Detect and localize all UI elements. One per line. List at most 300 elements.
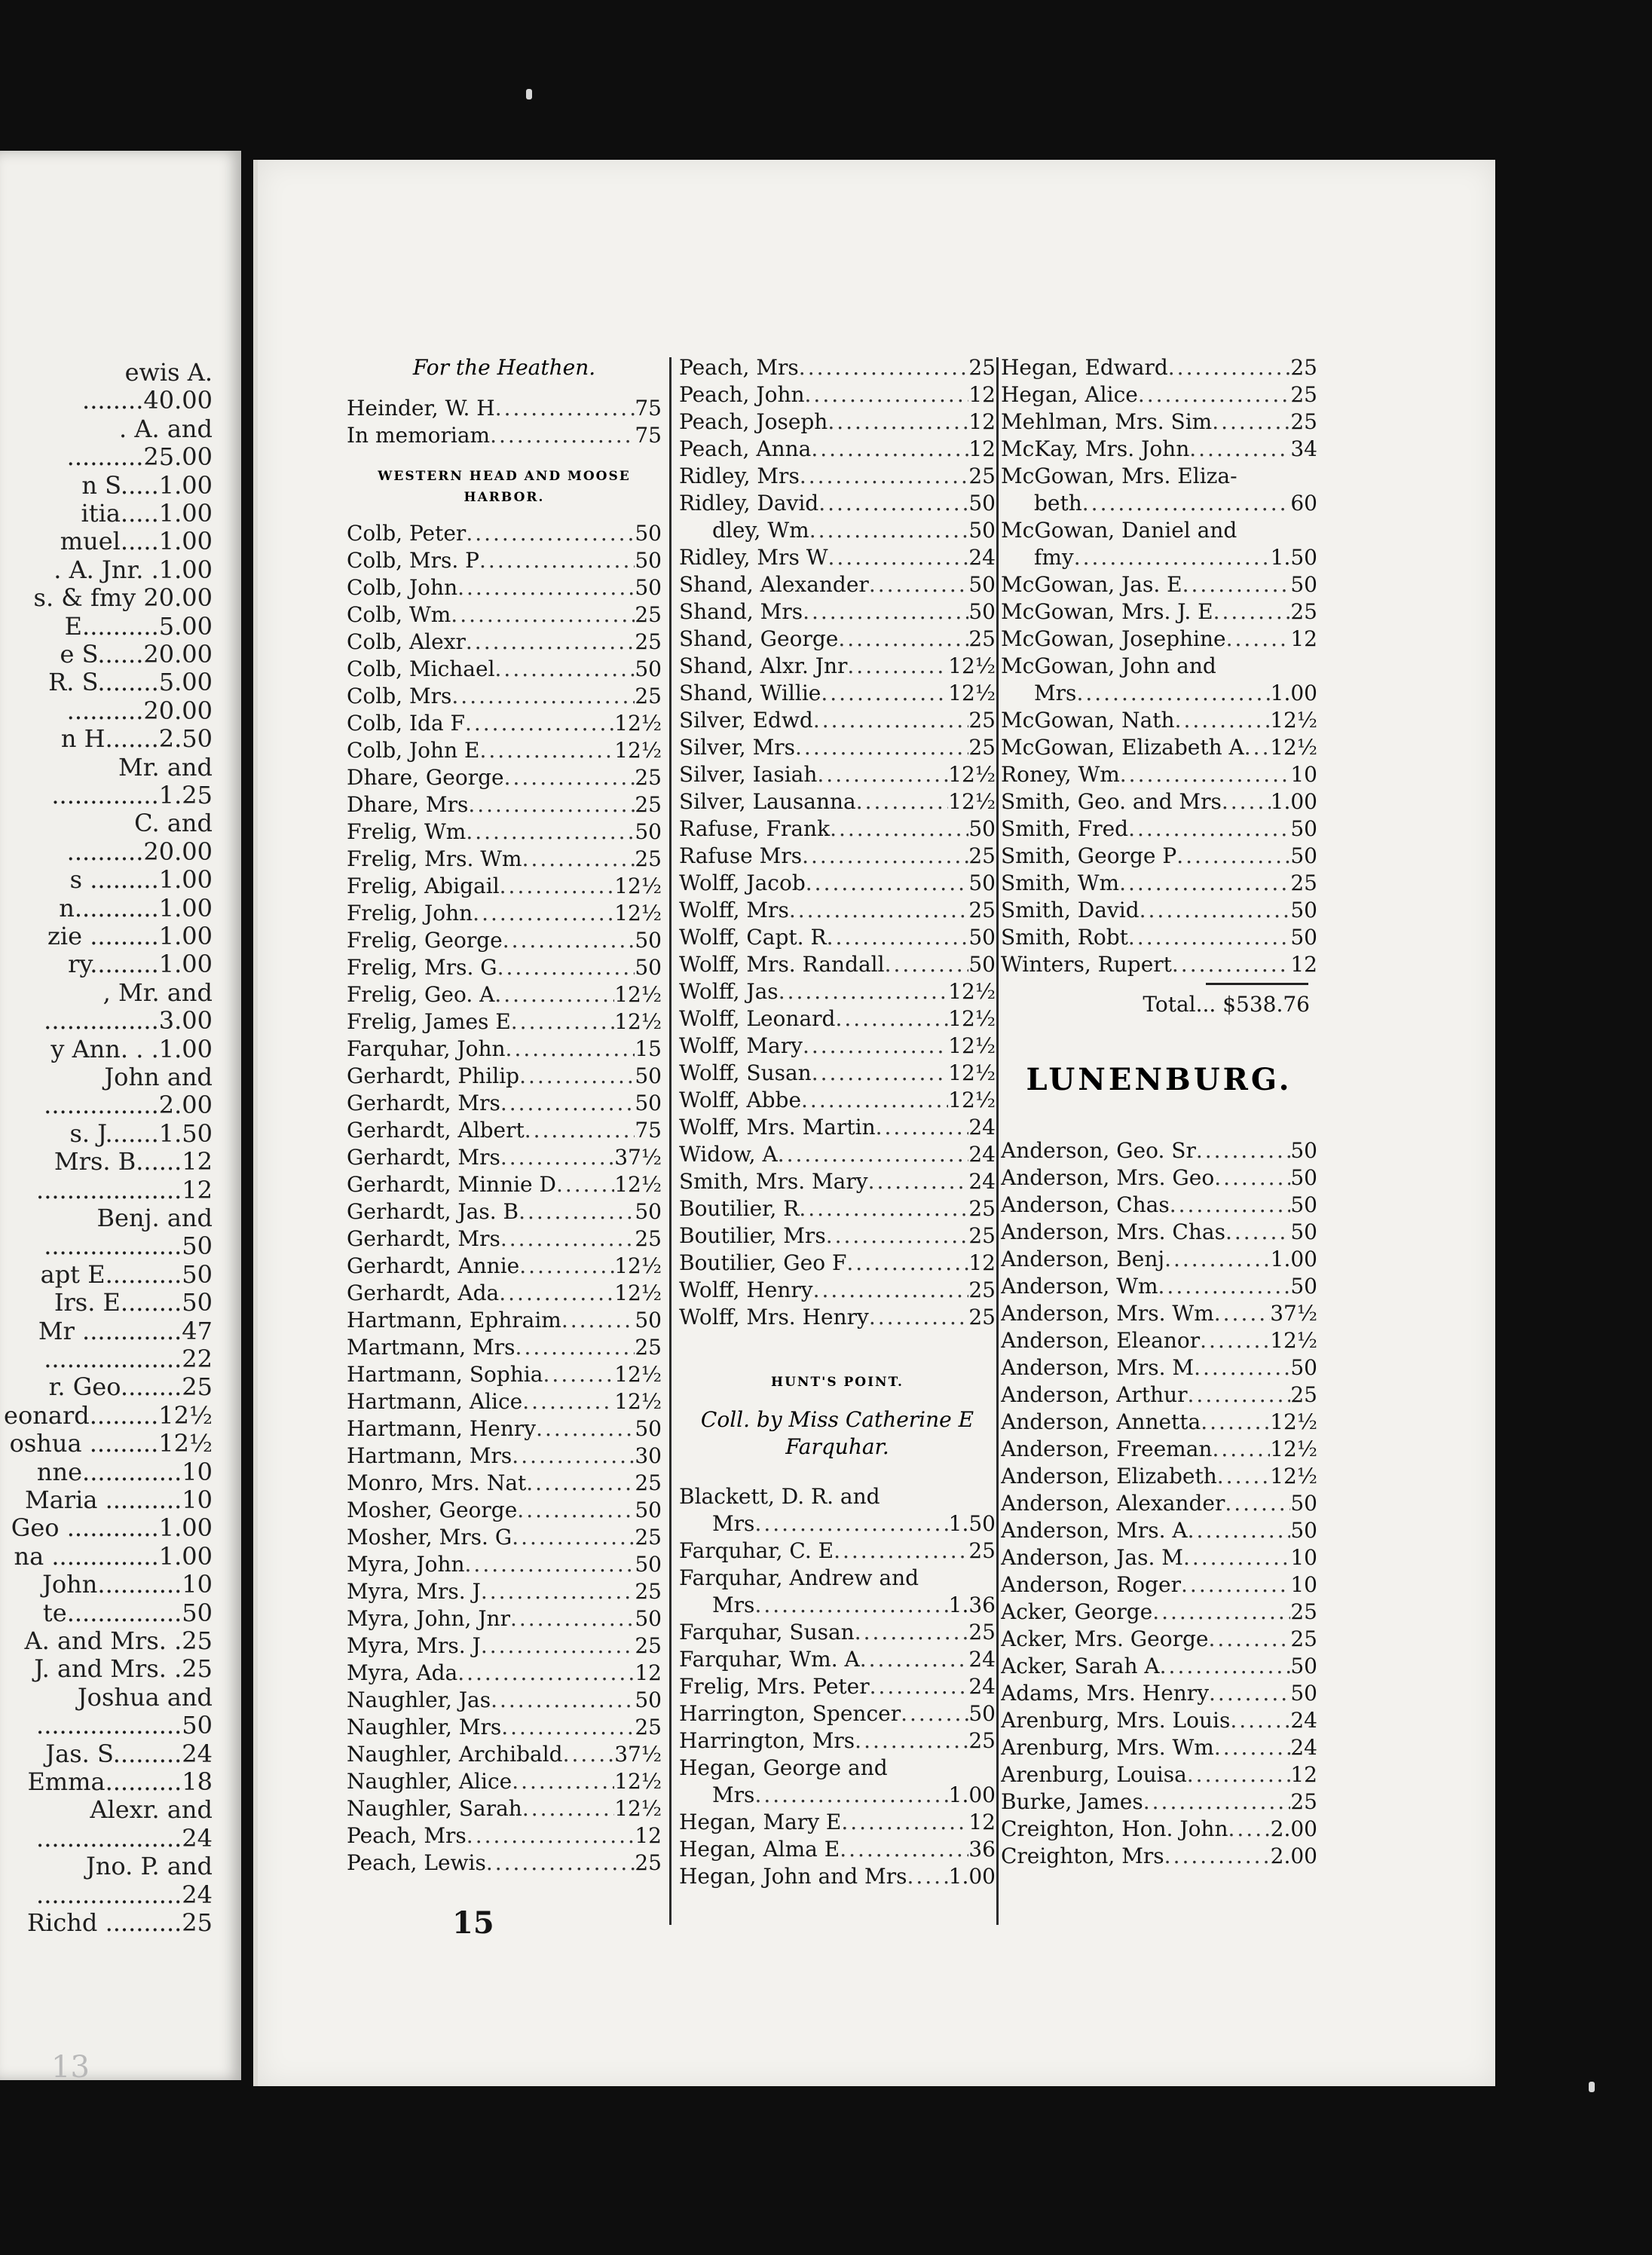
entry-amount: 37½ — [614, 1742, 662, 1767]
entry-amount: 12½ — [1270, 1437, 1317, 1461]
list-item — [347, 1063, 662, 1090]
leader-dots — [495, 395, 635, 422]
entry-name: Colb, Michael — [347, 656, 495, 681]
list-item — [679, 1727, 996, 1755]
leader-dots — [1188, 1517, 1291, 1544]
list-item — [1001, 1381, 1317, 1409]
entry-name: Frelig, Mrs. G — [347, 955, 497, 980]
entry-name: Peach, Mrs — [679, 355, 799, 380]
leader-dots — [512, 1524, 635, 1551]
entry-name: Creighton, Hon. John — [1001, 1816, 1228, 1841]
entry-name: Frelig, Geo. A — [347, 982, 495, 1007]
leader-dots — [486, 1850, 635, 1877]
left-page-line: ..........20.00 — [66, 696, 213, 725]
entry-name: Hegan, Alice — [1001, 382, 1138, 407]
entry-amount: 50 — [1290, 925, 1317, 950]
leader-dots — [1212, 1436, 1270, 1463]
leader-dots — [495, 656, 635, 683]
leader-dots — [779, 978, 949, 1005]
list-item — [347, 422, 662, 449]
list-item — [679, 1250, 996, 1277]
leader-dots — [838, 626, 968, 653]
list-item — [679, 1863, 996, 1890]
entry-name: Shand, George — [679, 626, 839, 651]
left-page-line: E..........5.00 — [64, 611, 213, 641]
entry-amount: 50 — [1290, 1274, 1317, 1299]
entry-name: McGowan, Elizabeth A — [1001, 735, 1244, 760]
left-page-line: n S.....1.00 — [81, 470, 213, 500]
entry-amount: 25 — [1290, 870, 1317, 895]
leader-dots — [1230, 1707, 1290, 1734]
leader-dots — [1217, 1463, 1270, 1490]
entry-amount: 12½ — [948, 1006, 996, 1031]
entry-name: Naughler, Sarah — [347, 1796, 522, 1821]
list-item — [679, 1538, 996, 1565]
list-item — [347, 737, 662, 764]
list-item — [679, 1114, 996, 1141]
list-item — [347, 1198, 662, 1225]
entry-name: Acker, Mrs. George — [1001, 1626, 1209, 1651]
list-item — [679, 1592, 996, 1619]
list-item — [679, 381, 996, 408]
list-item — [1001, 653, 1317, 680]
list-item — [347, 1497, 662, 1524]
list-item — [347, 547, 662, 574]
list-item — [679, 408, 996, 436]
leader-dots — [1189, 436, 1290, 463]
entry-name: beth — [1034, 491, 1082, 516]
entry-amount: 50 — [1290, 1518, 1317, 1543]
entry-amount: 50 — [1290, 572, 1317, 597]
leader-dots — [1181, 1571, 1290, 1599]
left-page-line: . A. Jnr. .1.00 — [54, 555, 213, 584]
entry-amount: 25 — [968, 464, 996, 488]
entry-name: McGowan, Nath — [1001, 708, 1175, 733]
entry-name: Anderson, Mrs. Chas — [1001, 1219, 1225, 1244]
entry-name: Anderson, Mrs. A — [1001, 1518, 1188, 1543]
leader-dots — [876, 1114, 969, 1141]
entry-amount: 50 — [1290, 898, 1317, 922]
list-item — [347, 1850, 662, 1877]
entry-amount: 25 — [1290, 1789, 1317, 1814]
left-page-line: oshua .........12½ — [9, 1429, 213, 1458]
left-page-line: s. J.......1.50 — [69, 1118, 213, 1148]
list-item — [679, 1483, 996, 1510]
left-page-line: John...........10 — [42, 1570, 213, 1599]
entry-amount: 12½ — [614, 1769, 662, 1794]
entry-name: Farquhar, Andrew and — [679, 1565, 919, 1590]
entry-amount: 36 — [968, 1837, 996, 1862]
list-item — [1001, 951, 1317, 978]
leader-dots — [1244, 734, 1270, 761]
entry-name: Mrs — [712, 1782, 755, 1807]
left-page-line: Jno. P. and — [85, 1852, 213, 1881]
pre-entries — [347, 395, 662, 449]
entry-amount: 12½ — [1270, 708, 1317, 733]
entry-amount: 50 — [968, 925, 996, 950]
entry-amount: 24 — [968, 1647, 996, 1672]
entry-amount: 12½ — [1270, 1464, 1317, 1489]
entry-amount: 50 — [968, 491, 996, 516]
entry-name: Wolff, Jas — [679, 979, 779, 1004]
entry-amount: 2.00 — [1270, 1843, 1317, 1868]
entry-amount: 25 — [635, 602, 662, 627]
list-item — [679, 571, 996, 598]
entry-amount: 24 — [1290, 1735, 1317, 1760]
entry-amount: 12½ — [948, 789, 996, 814]
entry-name: Frelig, John — [347, 901, 473, 926]
entry-amount: 25 — [635, 765, 662, 790]
leader-dots — [1168, 354, 1291, 381]
leader-dots — [812, 1060, 949, 1087]
leader-dots — [466, 629, 635, 656]
leader-dots — [500, 1144, 614, 1171]
list-item — [1001, 924, 1317, 951]
list-item — [1001, 1273, 1317, 1300]
list-item — [679, 1087, 996, 1114]
entry-amount: 25 — [635, 1633, 662, 1658]
leader-dots — [512, 1443, 635, 1470]
list-item — [1001, 436, 1317, 463]
entry-name: Farquhar, John — [347, 1036, 506, 1061]
entry-name: Mrs — [1034, 681, 1077, 705]
left-page-line: J. and Mrs. .25 — [34, 1654, 213, 1684]
leader-dots — [503, 927, 635, 954]
entry-amount: 12½ — [1270, 735, 1317, 760]
list-item — [679, 1005, 996, 1033]
entry-name: Acker, Sarah A — [1001, 1654, 1160, 1678]
leader-dots — [522, 1795, 614, 1822]
left-page-line: Maria ..........10 — [24, 1485, 213, 1514]
entry-amount: 25 — [635, 792, 662, 817]
list-item — [679, 1168, 996, 1195]
leader-dots — [828, 408, 968, 436]
list-item — [679, 870, 996, 897]
leader-dots — [841, 1809, 968, 1836]
list-item — [679, 1782, 996, 1809]
entry-amount: 10 — [1290, 1545, 1317, 1570]
entry-amount: 50 — [968, 870, 996, 895]
entry-name: Ridley, Mrs W — [679, 545, 828, 570]
leader-dots — [1138, 381, 1291, 408]
scan-speck — [1589, 2082, 1595, 2092]
leader-dots — [501, 1714, 635, 1741]
entry-amount: 12½ — [614, 711, 662, 736]
list-item — [679, 680, 996, 707]
entry-name: Mehlman, Mrs. Sim — [1001, 409, 1213, 434]
entry-amount: 50 — [968, 1701, 996, 1726]
left-page-line: A. and Mrs. .25 — [24, 1626, 213, 1655]
entry-name: Farquhar, Susan — [679, 1620, 855, 1645]
left-page-line: y Ann. . .1.00 — [50, 1034, 213, 1063]
entry-amount: 12½ — [948, 762, 996, 787]
left-page-line: C. and — [134, 809, 213, 838]
entry-amount: 12½ — [614, 1389, 662, 1414]
list-item — [679, 1195, 996, 1222]
list-item — [679, 1510, 996, 1538]
entry-amount: 10 — [1290, 762, 1317, 787]
entry-name: Roney, Wm — [1001, 762, 1120, 787]
list-item — [679, 1060, 996, 1087]
leader-dots — [803, 1033, 948, 1060]
list-item — [679, 734, 996, 761]
entry-name: Mosher, George — [347, 1498, 518, 1522]
entry-name: Gerhardt, Philip — [347, 1063, 520, 1088]
left-page-line: R. S........5.00 — [48, 668, 213, 697]
entry-name: Silver, Mrs — [679, 735, 796, 760]
entry-name: Myra, John, Jnr — [347, 1606, 510, 1631]
list-item — [1001, 1192, 1317, 1219]
leader-dots — [479, 737, 614, 764]
entry-amount: 50 — [968, 518, 996, 543]
list-item — [679, 924, 996, 951]
left-page-line: ..................22 — [44, 1345, 213, 1373]
entry-name: McGowan, Jas. E — [1001, 572, 1182, 597]
entry-amount: 12 — [968, 382, 996, 407]
entry-amount: 12 — [635, 1660, 662, 1685]
entry-amount: 25 — [635, 1850, 662, 1875]
entry-list — [1001, 354, 1317, 978]
entry-name: fmy — [1034, 545, 1074, 570]
leader-dots — [1188, 1381, 1291, 1409]
column-3 — [1001, 354, 1317, 1870]
list-item — [679, 517, 996, 544]
entry-name: Myra, Ada — [347, 1660, 458, 1685]
leader-dots — [827, 924, 969, 951]
leader-dots — [1175, 707, 1271, 734]
entry-list — [1001, 1137, 1317, 1870]
entry-name: Winters, Rupert — [1001, 952, 1172, 977]
leader-dots — [1183, 1544, 1290, 1571]
entry-name: Colb, Alexr — [347, 629, 466, 654]
leader-dots — [494, 981, 614, 1008]
left-page-line: ...................50 — [36, 1711, 213, 1740]
list-item — [347, 710, 662, 737]
entry-name: Shand, Mrs — [679, 599, 803, 624]
left-page-line: r. Geo........25 — [48, 1372, 213, 1402]
entry-amount: 25 — [635, 1525, 662, 1550]
entry-name: Wolff, Mrs — [679, 898, 789, 922]
entry-amount: 50 — [1290, 843, 1317, 868]
list-item — [347, 656, 662, 683]
leader-dots — [828, 544, 969, 571]
left-page-line: n H.......2.50 — [60, 724, 213, 754]
left-page-line: ...................24 — [36, 1823, 213, 1853]
leader-dots — [799, 354, 969, 381]
list-item — [347, 1551, 662, 1578]
list-item — [679, 897, 996, 924]
list-item — [347, 1361, 662, 1388]
entry-amount: 25 — [1290, 1626, 1317, 1651]
list-item — [679, 843, 996, 870]
leader-dots — [811, 436, 968, 463]
left-page-number: 13 — [51, 2050, 90, 2080]
leader-dots — [1214, 1164, 1290, 1192]
list-item — [679, 653, 996, 680]
list-item — [679, 1836, 996, 1863]
entry-amount: 25 — [968, 355, 996, 380]
list-item — [347, 927, 662, 954]
entry-name: Hartmann, Alice — [347, 1389, 523, 1414]
entry-name: Gerhardt, Albert — [347, 1118, 525, 1143]
leader-dots — [563, 1741, 615, 1768]
leader-dots — [1213, 598, 1291, 626]
leader-dots — [830, 815, 968, 843]
total-line — [1001, 990, 1317, 1020]
list-item — [679, 1646, 996, 1673]
leader-dots — [1170, 1192, 1291, 1219]
entry-amount: 25 — [968, 708, 996, 733]
list-item — [679, 1755, 996, 1782]
list-item — [1001, 1137, 1317, 1164]
left-page-line: Mrs. B......12 — [54, 1147, 213, 1176]
entry-name: Gerhardt, Mrs — [347, 1145, 500, 1170]
left-page-line: ...............2.00 — [44, 1091, 213, 1120]
list-item — [679, 707, 996, 734]
entry-name: Anderson, Freeman — [1001, 1437, 1213, 1461]
entry-name: Mrs — [712, 1511, 755, 1536]
left-page-line: ry.........1.00 — [68, 950, 213, 979]
entry-name: Mosher, Mrs. G — [347, 1525, 512, 1550]
entry-name: Wolff, Capt. R — [679, 925, 827, 950]
entry-amount: 12 — [1290, 626, 1317, 651]
entry-name: Colb, John E — [347, 738, 480, 763]
left-page-line: ..................50 — [44, 1232, 213, 1261]
left-page-line: Irs. E........50 — [54, 1288, 213, 1317]
list-item — [679, 1304, 996, 1331]
entry-amount: 25 — [635, 1579, 662, 1604]
entry-amount: 24 — [968, 1169, 996, 1194]
list-item — [679, 1619, 996, 1646]
entry-amount: 50 — [635, 928, 662, 953]
entry-name: Smith, George P — [1001, 843, 1177, 868]
left-page-line: ..........25.00 — [66, 442, 213, 472]
list-item — [1001, 544, 1317, 571]
entry-amount: 1.50 — [948, 1511, 996, 1536]
column-1 — [347, 354, 662, 1877]
list-item — [1001, 1463, 1317, 1490]
list-item — [679, 951, 996, 978]
entry-name: Monro, Mrs. Nat — [347, 1470, 527, 1495]
list-item — [1001, 1680, 1317, 1707]
entry-name: Colb, Wm — [347, 602, 451, 627]
leader-dots — [801, 1087, 948, 1114]
entry-amount: 25 — [1290, 1382, 1317, 1407]
entry-name: In memoriam — [347, 423, 491, 448]
left-page-line: Geo ............1.00 — [11, 1513, 213, 1543]
entry-name: Farquhar, Wm. A — [679, 1647, 860, 1672]
leader-dots — [799, 1195, 968, 1222]
list-item — [679, 1033, 996, 1060]
leader-dots — [511, 1008, 614, 1036]
entry-amount: 25 — [968, 1223, 996, 1248]
entry-name: Myra, John — [347, 1552, 465, 1577]
list-item — [347, 683, 662, 710]
list-item — [347, 846, 662, 873]
leader-dots — [817, 761, 948, 788]
entry-name: Hartmann, Sophia — [347, 1362, 543, 1387]
leader-dots — [465, 1551, 635, 1578]
list-item — [347, 900, 662, 927]
list-item — [1001, 463, 1317, 490]
entry-name: Anderson, Annetta — [1001, 1409, 1201, 1434]
leader-dots — [500, 1090, 635, 1117]
left-page-line: ...................12 — [36, 1175, 213, 1204]
entry-amount: 50 — [635, 1091, 662, 1115]
list-item — [347, 1334, 662, 1361]
entry-amount: 50 — [635, 1063, 662, 1088]
left-page-line: n...........1.00 — [59, 893, 213, 922]
left-page-line: ...............3.00 — [44, 1006, 213, 1036]
list-item — [679, 1673, 996, 1700]
section-heading: WESTERN HEAD AND MOOSE — [378, 469, 631, 484]
list-item — [1001, 1164, 1317, 1192]
entry-name: Hegan, Mary E — [679, 1810, 842, 1834]
entry-amount: 24 — [968, 1115, 996, 1140]
leader-dots — [1201, 1409, 1270, 1436]
list-item — [1001, 680, 1317, 707]
entry-name: Peach, John — [679, 382, 805, 407]
entry-amount: 50 — [968, 572, 996, 597]
left-page-line: ..........20.00 — [66, 837, 213, 866]
left-page-line: muel.....1.00 — [60, 527, 213, 556]
leader-dots — [500, 1225, 635, 1253]
left-page-line: Alexr. and — [90, 1795, 213, 1825]
page — [253, 160, 1495, 2086]
entry-name: Hartmann, Ephraim — [347, 1308, 561, 1332]
total-rule — [1206, 983, 1308, 985]
entry-name: Colb, Peter — [347, 521, 467, 546]
entry-amount: 12½ — [948, 1033, 996, 1058]
entry-amount: 50 — [635, 1606, 662, 1631]
list-item — [347, 1578, 662, 1605]
entry-amount: 25 — [635, 629, 662, 654]
list-item — [679, 626, 996, 653]
entry-name: Naughler, Archibald — [347, 1742, 563, 1767]
entry-name: Widow, A — [679, 1142, 778, 1167]
list-item — [347, 1741, 662, 1768]
entry-name: Hegan, George and — [679, 1755, 888, 1780]
entry-name: Shand, Willie — [679, 681, 821, 705]
list-item — [679, 1700, 996, 1727]
list-item — [347, 1443, 662, 1470]
left-page-line: Jas. S.........24 — [45, 1739, 213, 1768]
list-item — [1001, 517, 1317, 544]
entry-amount: 12½ — [614, 1009, 662, 1034]
entry-amount: 25 — [968, 1538, 996, 1563]
leader-dots — [1164, 1246, 1271, 1273]
list-item — [679, 978, 996, 1005]
leader-dots — [1228, 1816, 1271, 1843]
leader-dots — [1209, 1680, 1290, 1707]
entry-list — [679, 1483, 996, 1890]
entry-name: Wolff, Mrs. Martin — [679, 1115, 876, 1140]
total-value: $538.76 — [1222, 992, 1310, 1017]
entry-amount: 1.00 — [948, 1782, 996, 1807]
leader-dots — [525, 1117, 635, 1144]
list-item — [679, 761, 996, 788]
entry-name: Arenburg, Mrs. Wm — [1001, 1735, 1214, 1760]
leader-dots — [855, 1727, 968, 1755]
leader-dots — [561, 1307, 635, 1334]
leader-dots — [1222, 788, 1271, 815]
entry-amount: 12½ — [1270, 1409, 1317, 1434]
entry-amount: 24 — [968, 545, 996, 570]
list-item — [347, 574, 662, 601]
list-item — [1001, 1354, 1317, 1381]
leader-dots — [536, 1415, 635, 1443]
entry-name: Frelig, George — [347, 928, 503, 953]
